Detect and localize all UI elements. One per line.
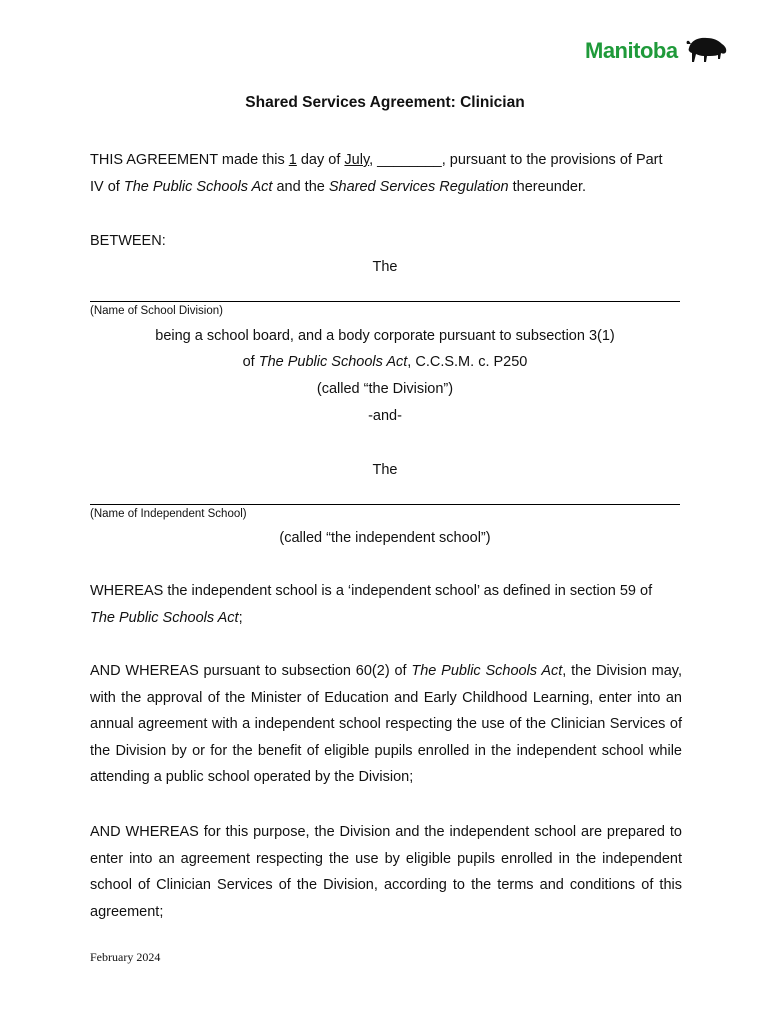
school-division-label: (Name of School Division)	[90, 305, 223, 317]
party1-called: (called “the Division”)	[316, 381, 454, 397]
month-value: July	[344, 152, 370, 168]
footer-date: February 2024	[90, 950, 161, 964]
party2-called: (called “the independent school”)	[279, 530, 491, 546]
page-title: Shared Services Agreement: Clinician	[245, 94, 525, 111]
whereas-paragraph-2: AND WHEREAS pursuant to subsection 60(2) of The Public Schools Act, the Division may, with the approval of the Minister of Education and Early Childhood Learning, enter into an annual agreement with a independent school respecting the use of the Clinician Services of the Division by or for the benefit of eligible pupils enrolled in the independent school while attending a public school operated by the Division;	[90, 663, 682, 786]
intro-line-1: THIS AGREEMENT made this 1 day of July, ________, pursuant to the provisions of Part	[90, 152, 663, 168]
whereas-paragraph-1: WHEREAS the independent school is a ‘independent school’ as defined in section 59 of The Public Schools Act;	[90, 583, 653, 626]
party1-desc-2: of The Public Schools Act, C.C.S.M. c. P250	[242, 354, 528, 370]
school-division-name-line[interactable]	[90, 301, 680, 302]
independent-school-name-line[interactable]	[90, 504, 680, 505]
day-value: 1	[288, 152, 297, 168]
independent-school-label: (Name of Independent School)	[90, 508, 247, 520]
between-label: BETWEEN:	[90, 233, 166, 249]
intro-paragraph	[90, 147, 690, 200]
and-separator: -and-	[368, 408, 402, 424]
party2-the: The	[372, 462, 398, 478]
party1-desc-1: being a school board, and a body corporate pursuant to subsection 3(1)	[155, 328, 615, 344]
party1-the: The	[372, 259, 398, 275]
manitoba-logo	[585, 34, 730, 70]
intro-line-2: IV of The Public Schools Act and the Shared Services Regulation thereunder.	[90, 178, 587, 195]
logo-wordmark: Manitoba	[585, 38, 678, 63]
bison-icon	[685, 34, 729, 66]
whereas-paragraph-3: AND WHEREAS for this purpose, the Division and the independent school are prepared to enter into an agreement respecting the use by eligible pupils enrolled in the independent school of Clinician Services of the Division, according to the terms and conditions of this agreement;	[90, 824, 682, 920]
